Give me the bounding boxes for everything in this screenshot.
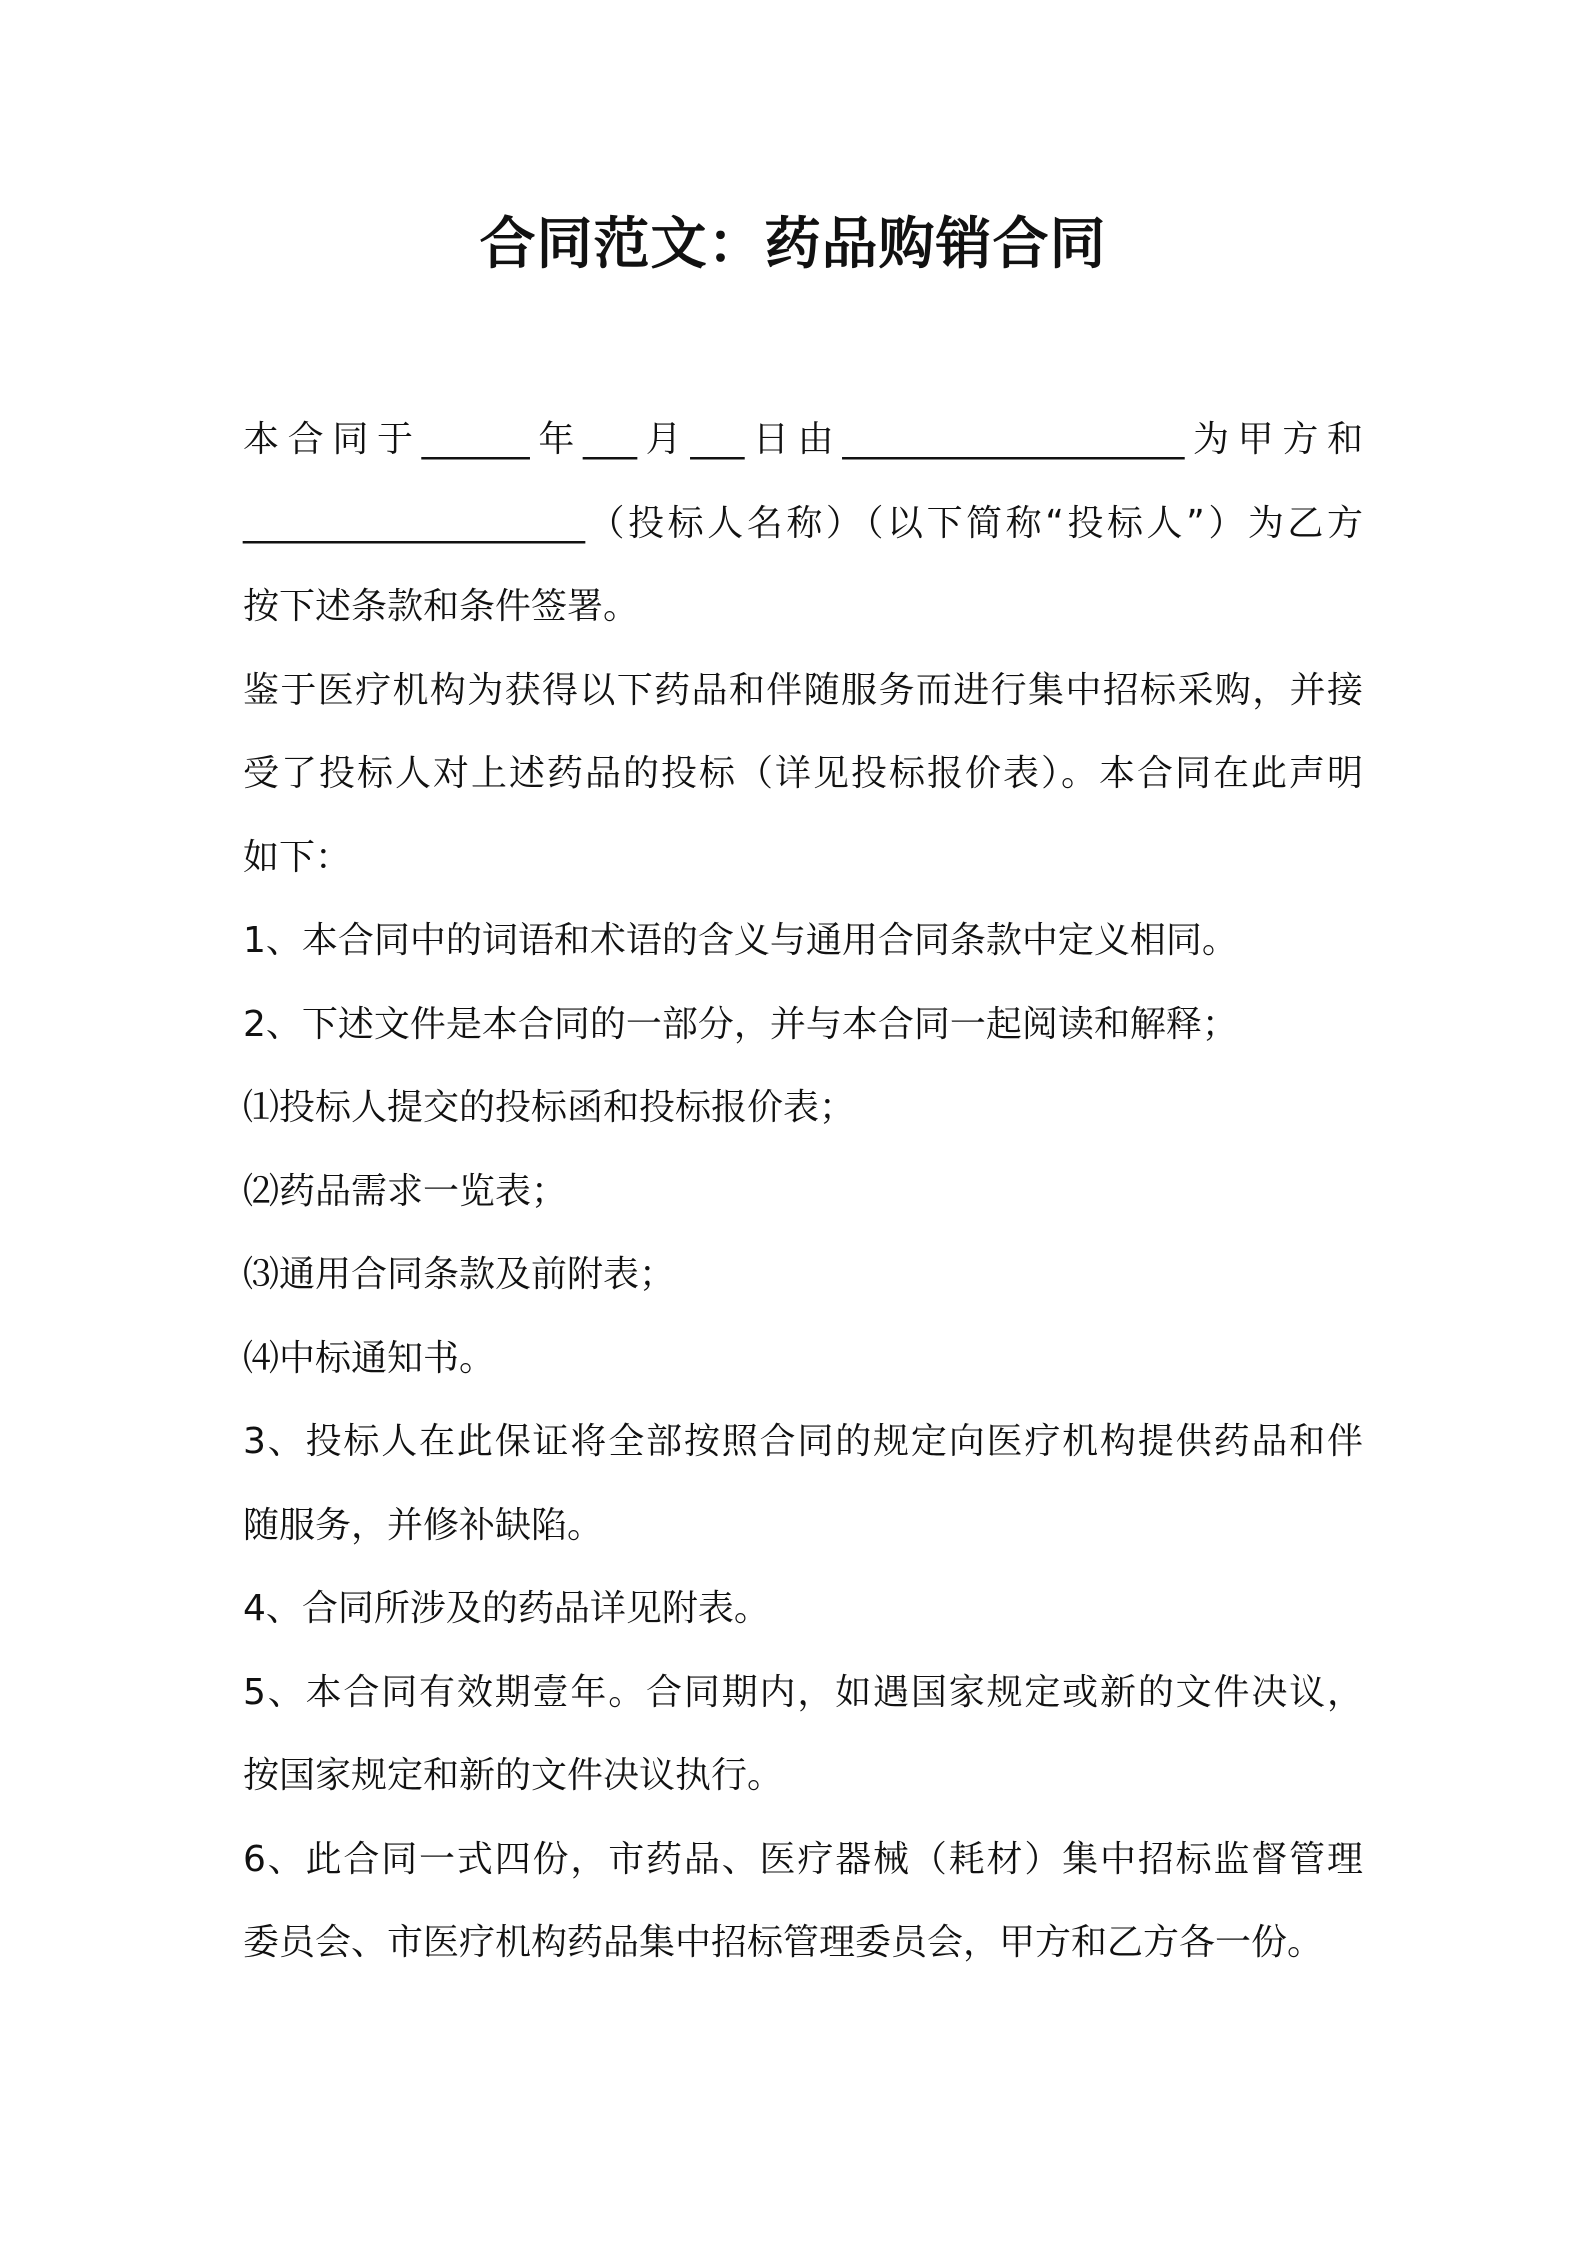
paragraph-line: 按下述条款和条件签署。 [243,586,640,627]
paragraph-line: 鉴于医疗机构为获得以下药品和伴随服务而进行集中招标采购，并接 [243,669,1363,711]
clause-3: 3、投标人在此保证将全部按照合同的规定向医疗机构提供药品和伴 [243,1421,1363,1462]
clause-5-cont: 按国家规定和新的文件决议执行。 [243,1755,784,1796]
clause-2-item-4: ⑷中标通知书。 [243,1337,496,1379]
paragraph-line: 如下： [243,836,352,878]
paragraph-line: 受了投标人对上述药品的投标（详见投标报价表）。本合同在此声明 [243,753,1363,794]
clause-6: 6、此合同一式四份，市药品、医疗器械（耗材）集中招标监督管理 [243,1838,1363,1880]
clause-2: 2、下述文件是本合同的一部分，并与本合同一起阅读和解释； [243,1003,1238,1045]
clause-2-item-2: ⑵药品需求一览表； [243,1170,568,1212]
clause-3-cont: 随服务，并修补缺陷。 [243,1504,604,1546]
document-title: 合同范文：药品购销合同 [479,212,1107,277]
paragraph-line: ___________________（投标人名称）（以下简称“投标人”）为乙方 [243,502,1363,544]
clause-2-item-3: ⑶通用合同条款及前附表； [243,1254,676,1295]
document-body [243,398,1363,1985]
paragraph-line: 本合同于______年___月___日由___________________为甲方和 [243,419,1363,460]
clause-4: 4、合同所涉及的药品详见附表。 [243,1588,770,1629]
clause-6-cont: 委员会、市医疗机构药品集中招标管理委员会，甲方和乙方各一份。 [243,1922,1324,1963]
clause-5: 5、本合同有效期壹年。合同期内，如遇国家规定或新的文件决议， [243,1671,1363,1713]
clause-1: 1、本合同中的词语和术语的含义与通用合同条款中定义相同。 [243,920,1238,961]
clause-2-item-1: ⑴投标人提交的投标函和投标报价表； [243,1087,856,1128]
